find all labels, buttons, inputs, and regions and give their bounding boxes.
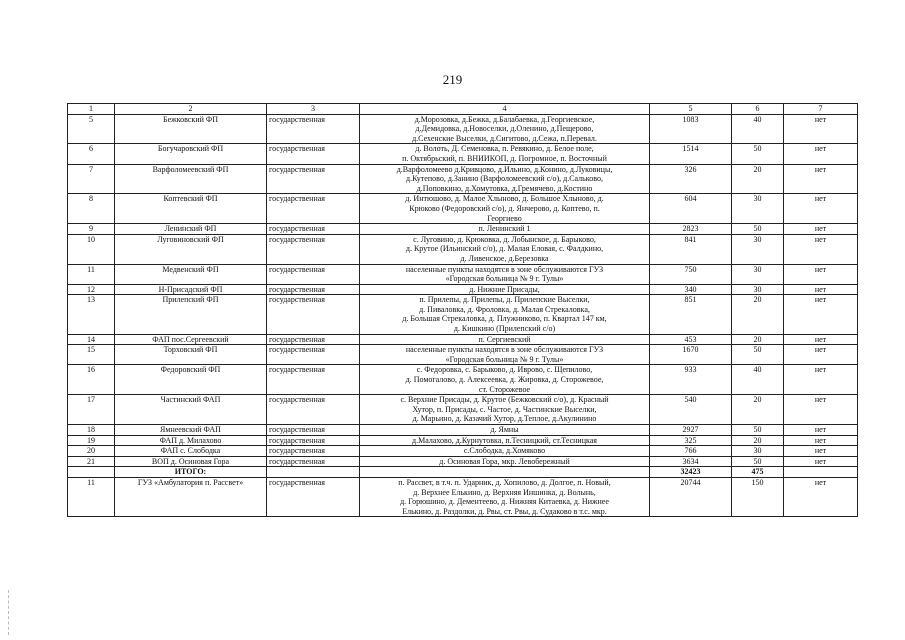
settlement-line: «Городская больница № 9 г. Тулы» xyxy=(445,354,564,364)
capacity: 20 xyxy=(732,435,784,446)
total-empty xyxy=(68,467,115,478)
settlement-line: д. Волоть, Д. Семеновка, п. Ревякино, д. Белое поле, xyxy=(415,144,594,154)
population: 325 xyxy=(650,435,732,446)
settlement-line: Крюково (Федоровский с/о), д. Янчерово, д. Коптево, п. xyxy=(409,203,600,213)
facility-name: ВОП д. Осиновая Гора xyxy=(115,456,267,467)
table-row xyxy=(68,144,858,164)
header-cell: 1 xyxy=(68,104,115,115)
table-row xyxy=(68,114,858,144)
population: 851 xyxy=(650,295,732,334)
settlement-line: с. Верхние Присады, д. Крутое (Бежковский с/о), д. Красный xyxy=(400,395,609,405)
total-empty xyxy=(360,467,650,478)
capacity: 50 xyxy=(732,224,784,235)
extra-info: нет xyxy=(784,425,858,436)
capacity: 20 xyxy=(732,395,784,425)
table-row xyxy=(68,284,858,295)
extra-info: нет xyxy=(784,456,858,467)
settlement-line: Хутор, п. Присады, с. Частое, д. Частинские Выселки, xyxy=(412,404,597,414)
extra-info: нет xyxy=(784,345,858,365)
settlements xyxy=(360,164,650,194)
capacity: 30 xyxy=(732,284,784,295)
facility-name: ГУЗ «Амбулатория п. Рассвет» xyxy=(115,477,267,516)
extra-info: нет xyxy=(784,295,858,334)
settlement-line: д. Нижние Присады, xyxy=(469,284,540,294)
extra-info: нет xyxy=(784,264,858,284)
table-row xyxy=(68,425,858,436)
header-cell: 5 xyxy=(650,104,732,115)
ownership-type: государственная xyxy=(267,264,360,284)
facility-name: Прилепский ФП xyxy=(115,295,267,334)
ownership-type: государственная xyxy=(267,425,360,436)
capacity: 150 xyxy=(732,477,784,516)
table-row xyxy=(68,164,858,194)
row-number: 9 xyxy=(68,224,115,235)
settlements xyxy=(360,334,650,345)
settlement-line: п. Рассвет, в т.ч. п. Ударник, д. Хопилово, д. Долгое, п. Новый, xyxy=(398,477,611,487)
extra-info: нет xyxy=(784,164,858,194)
ownership-type: государственная xyxy=(267,224,360,235)
settlement-line: ст. Сторожевое xyxy=(478,384,531,394)
ownership-type: государственная xyxy=(267,114,360,144)
facility-name: Ленинский ФП xyxy=(115,224,267,235)
table-row xyxy=(68,264,858,284)
settlement-line: д. Помогалово, д. Алексеевка, д. Жировка, д. Сторожевое, xyxy=(405,375,604,385)
settlement-line: д.Малахово, д.Курнутовка, п.Тесницкий, ст.Тесницкая xyxy=(412,435,597,445)
ownership-type: государственная xyxy=(267,435,360,446)
settlement-line: д. Ливенское, д.Березовка xyxy=(460,253,549,263)
settlements xyxy=(360,477,650,516)
row-number: 17 xyxy=(68,395,115,425)
table-row xyxy=(68,224,858,235)
table-row xyxy=(68,395,858,425)
row-number: 19 xyxy=(68,435,115,446)
facility-name: Коптевский ФП xyxy=(115,194,267,224)
ownership-type: государственная xyxy=(267,395,360,425)
row-number: 7 xyxy=(68,164,115,194)
capacity: 40 xyxy=(732,365,784,395)
extra-info: нет xyxy=(784,284,858,295)
facility-name: Н-Присадский ФП xyxy=(115,284,267,295)
settlement-line: д.Морозовка, д.Бежка, д.Балабаевка, д.Георгиевское, xyxy=(414,114,595,124)
ownership-type: государственная xyxy=(267,345,360,365)
table-row xyxy=(68,456,858,467)
facility-name: Торховский ФП xyxy=(115,345,267,365)
settlement-line: д. Верхнее Елькино, д. Верхняя Иншинка, д. Волынь, xyxy=(413,487,596,497)
settlement-line: п. Октябрьский, п. ВНИИКОП, д. Погромное, п. Восточный xyxy=(402,153,607,163)
total-empty xyxy=(267,467,360,478)
settlements xyxy=(360,435,650,446)
settlement-line: Георгиево xyxy=(487,213,522,223)
settlement-line: д. Ямны xyxy=(490,425,519,434)
extra-info: нет xyxy=(784,365,858,395)
settlements xyxy=(360,446,650,457)
row-number: 20 xyxy=(68,446,115,457)
total-empty xyxy=(784,467,858,478)
extra-info: нет xyxy=(784,224,858,235)
facility-name: ФАП д. Милахово xyxy=(115,435,267,446)
capacity: 50 xyxy=(732,345,784,365)
capacity: 40 xyxy=(732,114,784,144)
settlements xyxy=(360,224,650,235)
facility-name: Ямнеевский ФАП xyxy=(115,425,267,436)
settlement-line: д.Кутепово, д.Занино (Варфоломеевский с/о), д.Сальково, xyxy=(406,174,603,184)
facility-name: ФАП пос.Сергеевский xyxy=(115,334,267,345)
table-row xyxy=(68,365,858,395)
extra-info: нет xyxy=(784,395,858,425)
facility-name: Луговиновский ФП xyxy=(115,234,267,264)
settlement-line: п. Ленинский 1 xyxy=(478,224,531,234)
settlement-line: д.Поповкино, д.Хомутовка, д.Гремячево, д.Костино xyxy=(416,183,593,193)
settlements xyxy=(360,144,650,164)
ownership-type: государственная xyxy=(267,446,360,457)
settlement-line: д. Осиновая Гора, мкр. Левобережный xyxy=(439,456,570,466)
settlement-line: д. Пиваловка, д. Фроловка, д. Малая Стрекаловка, xyxy=(419,304,590,314)
settlements xyxy=(360,456,650,467)
ownership-type: государственная xyxy=(267,234,360,264)
total-label: ИТОГО: xyxy=(115,467,267,478)
settlements xyxy=(360,114,650,144)
row-number: 21 xyxy=(68,456,115,467)
table-row xyxy=(68,234,858,264)
row-number: 13 xyxy=(68,295,115,334)
facility-name: Варфоломеевский ФП xyxy=(115,164,267,194)
settlement-line: с. Луговино, д. Крюковка, д. Лобынское, д. Барыково, xyxy=(413,234,596,244)
row-number: 11 xyxy=(68,477,115,516)
extra-info: нет xyxy=(784,435,858,446)
population: 453 xyxy=(650,334,732,345)
ownership-type: государственная xyxy=(267,334,360,345)
table-row xyxy=(68,345,858,365)
extra-info: нет xyxy=(784,144,858,164)
ownership-type: государственная xyxy=(267,284,360,295)
ownership-type: государственная xyxy=(267,164,360,194)
settlements xyxy=(360,295,650,334)
row-number: 5 xyxy=(68,114,115,144)
population: 766 xyxy=(650,446,732,457)
facility-name: ФАП с. Слободка xyxy=(115,446,267,457)
settlement-line: населенные пункты находятся в зоне обслуживаются ГУЗ xyxy=(405,345,604,355)
total-capacity: 475 xyxy=(732,467,784,478)
settlements xyxy=(360,194,650,224)
settlements xyxy=(360,395,650,425)
header-cell: 2 xyxy=(115,104,267,115)
total-row xyxy=(68,467,858,478)
settlement-line: д. Марьино, д. Казачий Хутор, д.Теплое, д.Акулинино xyxy=(412,414,597,424)
page-number: 219 xyxy=(442,72,463,87)
settlements xyxy=(360,284,650,295)
capacity: 30 xyxy=(732,234,784,264)
ownership-type: государственная xyxy=(267,194,360,224)
header-cell: 4 xyxy=(360,104,650,115)
facility-name: Частинский ФАП xyxy=(115,395,267,425)
capacity: 50 xyxy=(732,425,784,436)
capacity: 50 xyxy=(732,144,784,164)
capacity: 20 xyxy=(732,295,784,334)
population: 933 xyxy=(650,365,732,395)
capacity: 30 xyxy=(732,446,784,457)
ownership-type: государственная xyxy=(267,144,360,164)
capacity: 50 xyxy=(732,456,784,467)
population: 340 xyxy=(650,284,732,295)
settlements xyxy=(360,264,650,284)
settlement-line: д.Демидовка, д.Новоселки, д.Оленино, д.Пещерово, xyxy=(415,124,594,134)
row-number: 18 xyxy=(68,425,115,436)
extra-info: нет xyxy=(784,114,858,144)
population: 750 xyxy=(650,264,732,284)
table-row xyxy=(68,446,858,457)
row-number: 15 xyxy=(68,345,115,365)
facility-name: Федоровский ФП xyxy=(115,365,267,395)
capacity: 30 xyxy=(732,264,784,284)
ownership-type: государственная xyxy=(267,456,360,467)
settlement-line: с. Федоровка, с. Барыково, д. Иврово, с. Щепилово, xyxy=(416,365,593,375)
ownership-type: государственная xyxy=(267,365,360,395)
row-number: 16 xyxy=(68,365,115,395)
settlement-line: д. Горюшино, д. Дементеево, д. Нижняя Китаевка, д. Нижнее xyxy=(400,497,609,507)
capacity: 30 xyxy=(732,194,784,224)
settlement-line: д. Крутое (Ильинский с/о), д. Малая Еловая, с. Фалдкино, xyxy=(405,244,604,254)
population: 3634 xyxy=(650,456,732,467)
facility-name: Медвенский ФП xyxy=(115,264,267,284)
row-number: 6 xyxy=(68,144,115,164)
settlement-line: д. Кишкино (Прилепский с/о) xyxy=(453,324,556,334)
settlement-line: п. Сергиевский xyxy=(478,334,531,344)
population: 1083 xyxy=(650,114,732,144)
row-number: 14 xyxy=(68,334,115,345)
population: 540 xyxy=(650,395,732,425)
total-population: 32423 xyxy=(650,467,732,478)
extra-info: нет xyxy=(784,334,858,345)
settlement-line: д. Большая Стрекаловка, д. Плужниково, п. Квартал 147 км, xyxy=(402,314,607,324)
margin-marks xyxy=(8,590,11,635)
population: 1670 xyxy=(650,345,732,365)
table-row xyxy=(68,194,858,224)
settlement-line: населенные пункты находятся в зоне обслуживаются ГУЗ xyxy=(405,264,604,274)
facilities-table xyxy=(67,103,858,517)
extra-info: нет xyxy=(784,477,858,516)
population: 2823 xyxy=(650,224,732,235)
table-row xyxy=(68,435,858,446)
extra-info: нет xyxy=(784,446,858,457)
row-number: 10 xyxy=(68,234,115,264)
settlement-line: д. Интюшово, д. Малое Хлыново, д. Большое Хлыново, д. xyxy=(405,194,604,204)
settlement-line: «Городская больница № 9 г. Тулы» xyxy=(445,274,564,284)
population: 1514 xyxy=(650,144,732,164)
population: 326 xyxy=(650,164,732,194)
population: 841 xyxy=(650,234,732,264)
ownership-type: государственная xyxy=(267,477,360,516)
settlements xyxy=(360,365,650,395)
facility-name: Бежковский ФП xyxy=(115,114,267,144)
settlements xyxy=(360,425,650,436)
row-number: 8 xyxy=(68,194,115,224)
facility-name: Богучаровский ФП xyxy=(115,144,267,164)
table-row xyxy=(68,334,858,345)
row-number: 12 xyxy=(68,284,115,295)
header-cell: 3 xyxy=(267,104,360,115)
extra-info: нет xyxy=(784,194,858,224)
population: 2927 xyxy=(650,425,732,436)
row-number: 11 xyxy=(68,264,115,284)
settlement-line: п. Прилепы, д. Прилепы, д. Прилепские Выселки, xyxy=(419,295,590,305)
settlement-line: с.Слободка, д.Хомяково xyxy=(463,446,546,456)
capacity: 20 xyxy=(732,164,784,194)
header-row xyxy=(68,104,858,115)
settlement-line: д.Варфоломеево д.Кривцово, д.Ильино, д.Конино, д.Луковицы, xyxy=(396,164,613,174)
table-row xyxy=(68,477,858,516)
header-cell: 6 xyxy=(732,104,784,115)
population: 20744 xyxy=(650,477,732,516)
capacity: 20 xyxy=(732,334,784,345)
settlements xyxy=(360,345,650,365)
extra-info: нет xyxy=(784,234,858,264)
settlement-line: д.Сехенские Выселки, д.Сигитово, д.Сежа, п.Перевал. xyxy=(412,133,597,143)
header-cell: 7 xyxy=(784,104,858,115)
table-row xyxy=(68,295,858,334)
settlements xyxy=(360,234,650,264)
settlement-line: Елькино, д. Раздолки, д. Рвы, ст. Рвы, д. Судаково в т.с. мкр. xyxy=(402,506,607,516)
ownership-type: государственная xyxy=(267,295,360,334)
population: 604 xyxy=(650,194,732,224)
